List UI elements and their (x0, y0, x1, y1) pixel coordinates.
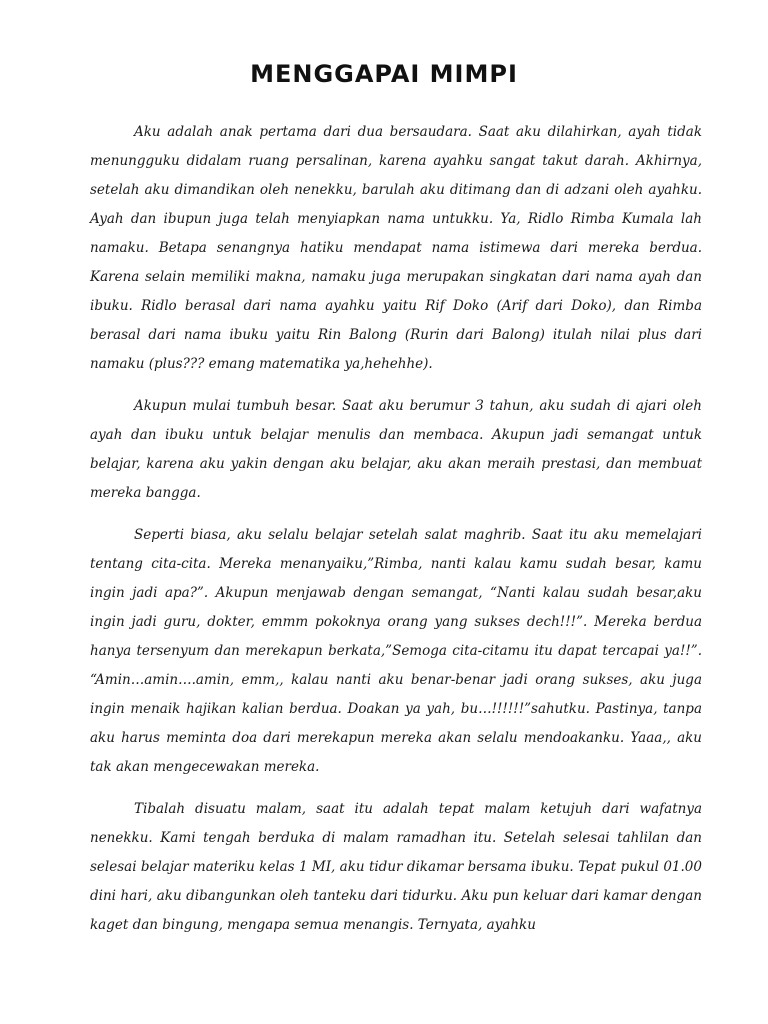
paragraph: Aku adalah anak pertama dari dua bersaudara. Saat aku dilahirkan, ayah tidak menungguku didalam ruang persalinan, karena ayahku sangat takut darah. Akhirnya, setelah aku dimandikan oleh nenekku, barulah aku ditimang dan di adzani oleh ayahku. Ayah dan ibupun juga telah menyiapkan nama untukku. Ya, Ridlo Rimba Kumala lah namaku. Betapa senangnya hatiku mendapat nama istimewa dari mereka berdua. Karena selain memiliki makna, namaku juga merupakan singkatan dari nama ayah dan ibuku. Ridlo berasal dari nama ayahku yaitu Rif Doko (Arif dari Doko), dan Rimba berasal dari nama ibuku yaitu Rin Balong (Rurin dari Balong) itulah nilai plus dari namaku (plus??? emang matematika ya,hehehhe). (90, 124, 702, 372)
document-body (90, 118, 702, 940)
paragraph: Akupun mulai tumbuh besar. Saat aku berumur 3 tahun, aku sudah di ajari oleh ayah dan ibuku untuk belajar menulis dan membaca. Akupun jadi semangat untuk belajar, karena aku yakin dengan aku belajar, aku akan meraih prestasi, dan membuat mereka bangga. (90, 398, 702, 501)
paragraph: Seperti biasa, aku selalu belajar setelah salat maghrib. Saat itu aku memelajari tentang cita-cita. Mereka menanyaiku,”Rimba, nanti kalau kamu sudah besar, kamu ingin jadi apa?”. Akupun menjawab dengan semangat, “Nanti kalau sudah besar,aku ingin jadi guru, dokter, emmm pokoknya orang yang sukses dech!!!”. Mereka berdua hanya tersenyum dan merekapun berkata,”Semoga cita-citamu itu dapat tercapai ya!!”. “Amin…amin….amin, emm,, kalau nanti aku benar-benar jadi orang sukses, aku juga ingin menaik hajikan kalian berdua. Doakan ya yah, bu…!!!!!!”sahutku. Pastinya, tanpa aku harus meminta doa dari merekapun mereka akan selalu mendoakanku. Yaaa,, aku tak akan mengecewakan mereka. (90, 527, 702, 775)
document-title: MENGGAPAI MIMPI (250, 60, 518, 88)
paragraph: Tibalah disuatu malam, saat itu adalah tepat malam ketujuh dari wafatnya nenekku. Kami tengah berduka di malam ramadhan itu. Setelah selesai tahlilan dan selesai belajar materiku kelas 1 MI, aku tidur dikamar bersama ibuku. Tepat pukul 01.00 dini hari, aku dibangunkan oleh tanteku dari tidurku. Aku pun keluar dari kamar dengan kaget dan bingung, mengapa semua menangis. Ternyata, ayahku (90, 801, 702, 933)
